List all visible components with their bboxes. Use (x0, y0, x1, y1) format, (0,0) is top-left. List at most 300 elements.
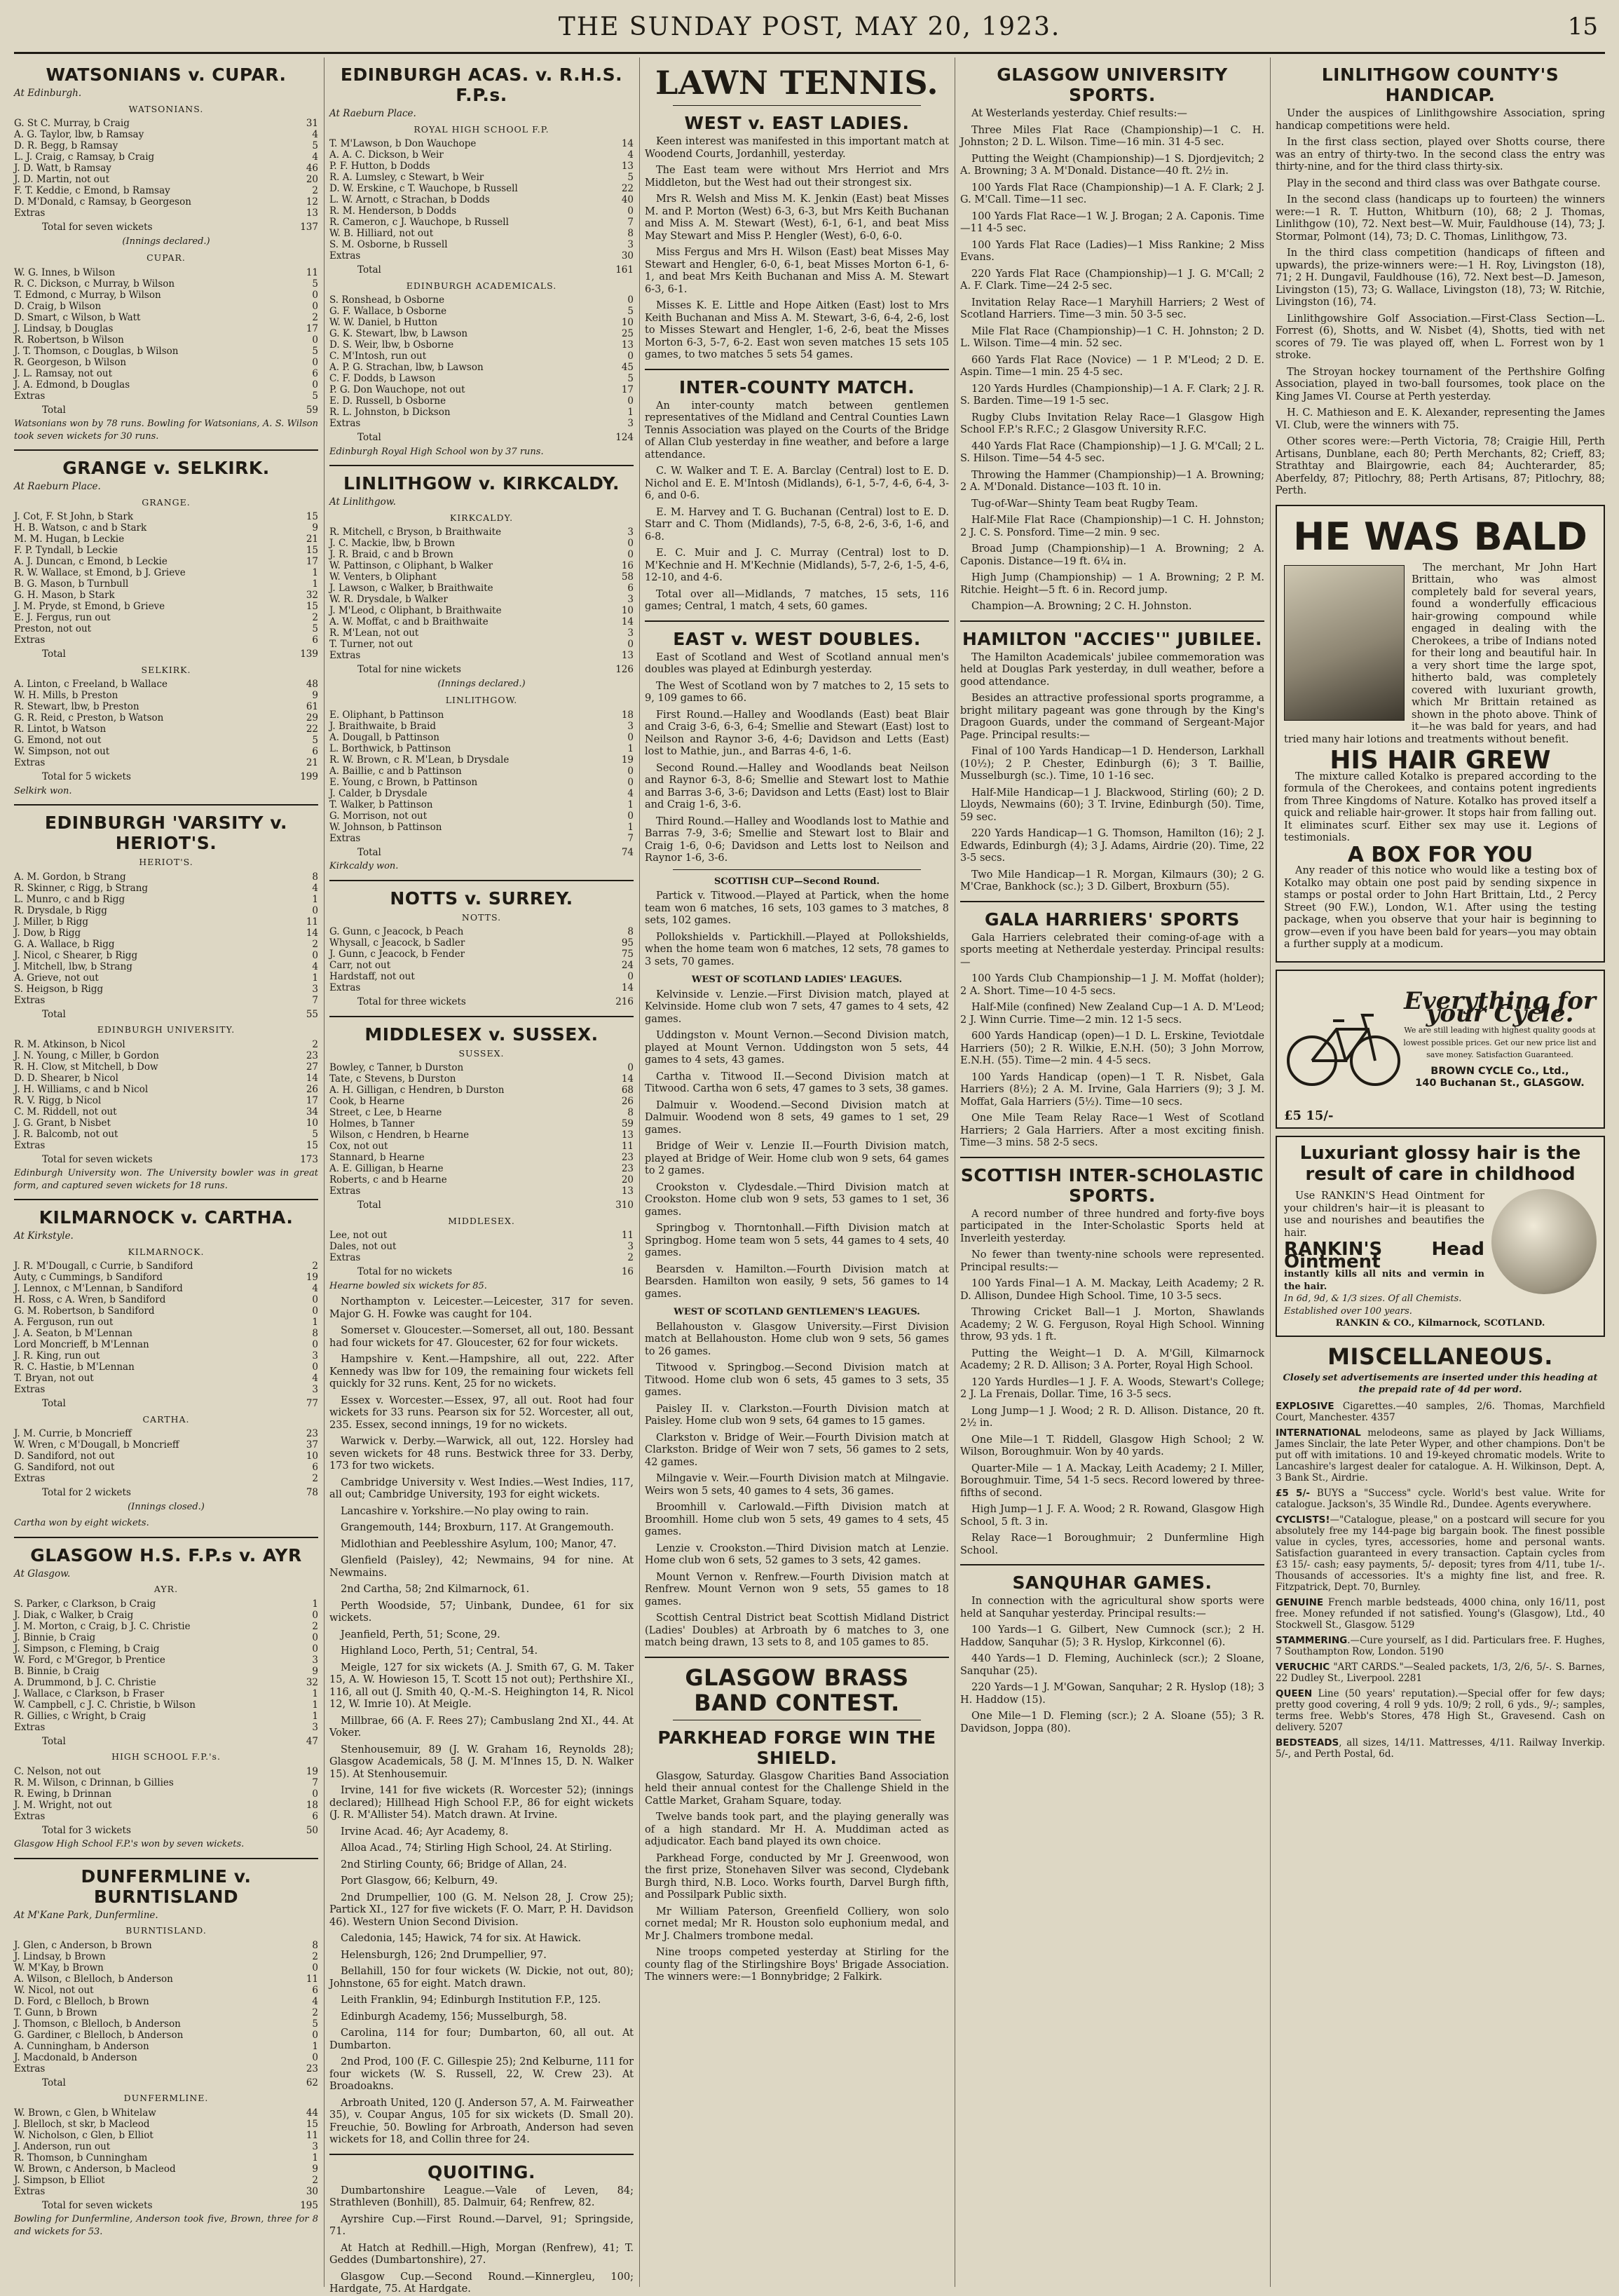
score-line (14, 556, 318, 567)
runs: 0 (627, 538, 634, 549)
score-line (14, 1084, 318, 1095)
results-body (645, 890, 949, 968)
runs: 5 (312, 278, 318, 290)
batsman: J. M. Wright, not out (14, 1799, 112, 1811)
runs: 26 (621, 1096, 634, 1107)
batsman: Extras (329, 418, 361, 429)
batsman: C. Nelson, not out (14, 1765, 101, 1777)
runs: 58 (621, 571, 634, 583)
batsman: J. Anderson, run out (14, 2140, 111, 2152)
runs: 4 (627, 787, 634, 799)
batsman: G. H. Mason, b Stark (14, 590, 115, 601)
divider (645, 1657, 949, 1658)
score-line (14, 267, 318, 278)
bicycle-icon (1284, 994, 1403, 1092)
batsman: Extras (14, 1810, 46, 1822)
batsman: P. G. Don Wauchope, not out (329, 384, 465, 395)
ad-body: Use RANKIN'S Head Ointment for your children's hair—it is pleasant to use and nourishes and beautifies the hair. (1284, 1190, 1484, 1239)
article-gala-harriers (960, 909, 1264, 1150)
match-title: KILMARNOCK v. CARTHA. (39, 1207, 294, 1228)
score-line (329, 1107, 634, 1118)
runs: 1 (627, 799, 634, 810)
batsman: Whysall, c Jeacock, b Sadler (329, 937, 465, 949)
score-line (329, 743, 634, 754)
masthead-title: THE SUNDAY POST, MAY 20, 1923. (558, 13, 1061, 41)
score-line (14, 972, 318, 984)
score-line (14, 894, 318, 905)
score-line (329, 788, 634, 799)
score-line (329, 949, 634, 960)
runs: 6 (312, 1462, 318, 1473)
score-total: Total for seven wickets 137 (42, 222, 318, 233)
batsman: L. J. Craig, c Ramsay, b Craig (14, 151, 155, 163)
paragraph: 220 Yards Flat Race (Championship)—1 J. G. M'Call; 2 A. F. Clark. Time—24 2-5 sec. (960, 268, 1264, 292)
match-title: GRANGE v. SELKIRK. (62, 458, 270, 478)
score-line (329, 294, 634, 306)
team-heading: GRANGE. (142, 496, 191, 508)
paragraph: Glasgow Cup.—Second Round.—Kinnergleu, 100; Hardgate, 75. At Hardgate. (329, 2271, 634, 2295)
score-line (14, 174, 318, 185)
batsman: R. M. Wilson, c Drinnan, b Gillies (14, 1777, 174, 1788)
divider (645, 369, 949, 370)
column-1 (14, 57, 318, 2287)
batsman: R. Drysdale, b Rigg (14, 904, 107, 916)
paragraph: Cartha v. Titwood II.—Second Division match at Titwood. Cartha won 6 sets, 47 games to 3 sets, 38 games. (645, 1071, 949, 1094)
score-line (14, 1974, 318, 1985)
match-edinacas-rhs (329, 64, 634, 458)
article-body (645, 136, 949, 362)
runs: 40 (621, 194, 634, 205)
batsman: W. G. Innes, b Wilson (14, 266, 116, 278)
paragraph: Tug-of-War—Shinty Team beat Rugby Team. (971, 498, 1198, 510)
team-heading: MIDDLESEX. (448, 1215, 515, 1226)
article-title: GLASGOW UNIVERSITY SPORTS. (997, 64, 1228, 105)
score-line (329, 1062, 634, 1073)
batsman: Auty, c Cummings, b Sandiford (14, 1272, 163, 1283)
score-line (14, 1800, 318, 1811)
classified-lead: EXPLOSIVE (1276, 1400, 1334, 1412)
ad-price: £5 15/- (1284, 1108, 1334, 1123)
score-line (14, 1666, 318, 1677)
score-line (329, 395, 634, 407)
paragraph: Dalmuir v. Woodend.—Second Division match at Dalmuir. Woodend won 8 sets, 49 games to 1 set, 29 games. (645, 1099, 949, 1136)
batsman: Tate, c Stevens, b Durston (329, 1073, 456, 1085)
divider (960, 1157, 1264, 1158)
runs: 37 (306, 1439, 318, 1451)
paragraph: Dumbartonshire League.—Vale of Leven, 84; Strathleven (Bonhill), 85. Dalmuir, 64; Renfrew, 82. (329, 2185, 634, 2208)
score-lines (14, 871, 318, 1006)
match-title: EDINBURGH ACAS. v. R.H.S. F.P.s. (340, 64, 623, 105)
runs: 1 (312, 1699, 318, 1711)
runs: 5 (312, 390, 318, 402)
score-line (14, 1373, 318, 1384)
score-line (14, 185, 318, 196)
batsman: Extras (329, 832, 361, 844)
paragraph: At Hatch at Redhill.—High, Morgan (Renfrew), 41; T. Geddes (Dumbartonshire), 27. (329, 2242, 634, 2266)
score-line (14, 1643, 318, 1655)
score-line (329, 583, 634, 594)
runs: 0 (627, 810, 634, 822)
paragraph: Quarter-Mile — 1 A. Mackay, Leith Academy; 2 I. Miller, Boroughmuir. Time, 54 1-5 secs. Record lowered by three-fifths of second. (960, 1462, 1264, 1499)
paragraph: Carolina, 114 for four; Dumbarton, 60, all out. At Dumbarton. (329, 2027, 634, 2051)
paragraph: Mount Vernon v. Renfrew.—Fourth Division match at Renfrew. Mount Vernon won 9 sets, 55 games to 18 games. (645, 1571, 949, 1608)
batsman: J. Lindsay, b Douglas (14, 322, 114, 334)
batsman: R. Gillies, c Wright, b Craig (14, 1710, 146, 1722)
runs: 13 (621, 1186, 634, 1197)
runs: 0 (627, 205, 634, 217)
innings-note: (Innings declared.) (437, 678, 526, 689)
score-line (329, 766, 634, 777)
paragraph: Bridge of Weir v. Lenzie II.—Fourth Division match, played at Bridge of Weir. Home club won 9 sets, 64 games to 2 games. (645, 1141, 949, 1176)
runs: 12 (306, 196, 318, 208)
score-line (329, 754, 634, 766)
runs: 5 (312, 2018, 318, 2030)
paragraph: Second Round.—Halley and Woodlands beat Neilson and Raynor 6-3, 8-6; Smellie and Stewart lost to Mathie and Barras 3-6, 3-6; Davidson and Letts (East) lost to Blair and Craig 1-6, 3-6. (645, 762, 949, 810)
score-lines (329, 1062, 634, 1197)
score-line (14, 1951, 318, 1962)
batsman: A. M. Gordon, b Strang (14, 871, 126, 883)
score-line (14, 1339, 318, 1350)
score-line (14, 1272, 318, 1283)
batsman: Extras (329, 650, 361, 661)
paragraph: Millbrae, 66 (A. F. Rees 27); Cambuslang 2nd XI., 44. At Voker. (329, 1715, 634, 1739)
score-line (329, 239, 634, 250)
runs: 3 (627, 418, 634, 429)
score-lines (14, 511, 318, 646)
runs: 2 (312, 938, 318, 950)
runs: 4 (312, 1373, 318, 1384)
batsman: J. D. Watt, b Ramsay (14, 163, 111, 174)
batsman: P. F. Hutton, b Dodds (329, 161, 430, 172)
runs: 5 (627, 306, 634, 317)
match-result: Watsonians won by 78 runs. Bowling for Watsonians, A. S. Wilson took seven wickets for 30 runs. (14, 419, 318, 442)
score-line (14, 140, 318, 151)
runs: 1 (312, 578, 318, 590)
runs: 10 (621, 317, 634, 328)
score-line (14, 357, 318, 368)
paragraph: One Mile Team Relay Race—1 West of Scotland Harriers; 2 Gala Harriers. After a most exciting finish. Time—3 mins. 58 2-5 secs. (960, 1113, 1264, 1148)
runs: 30 (306, 2185, 318, 2197)
runs: 0 (627, 549, 634, 560)
batsman: J. R. M'Dougall, c Currie, b Sandiford (14, 1261, 193, 1272)
paragraph: Relay Race—1 Boroughmuir; 2 Dunfermline High School. (960, 1533, 1264, 1556)
batsman: G. R. Reid, c Preston, b Watson (14, 712, 164, 724)
runs: 11 (306, 916, 318, 928)
results-body (645, 1322, 949, 1650)
runs: 8 (627, 926, 634, 937)
score-line (14, 690, 318, 701)
score-line (14, 312, 318, 323)
score-lines (14, 118, 318, 219)
runs: 1 (312, 2040, 318, 2052)
paragraph: Two Mile Handicap—1 R. Morgan, Kilmaurs (30); 2 G. M'Crae, Bankhock (sc.); 3 D. Gilbert, Broxburn (55). (960, 869, 1264, 892)
batsman: R. A. Lumsley, c Stewart, b Weir (329, 172, 484, 183)
paragraph: C. W. Walker and T. E. A. Barclay (Central) lost to E. D. Nichol and E. E. M'Intosh (Midlands), 6-1, 5-7, 4-6, 6-4, 3-6, and 0-6. (645, 466, 949, 501)
runs: 0 (312, 904, 318, 916)
batsman: Extras (14, 1721, 46, 1733)
article-glasgow-university-sports (960, 64, 1264, 613)
paragraph: The East team were without Mrs Herriot and Mrs Middleton, but the West had out their strongest six. (645, 165, 949, 189)
runs: 2 (312, 1620, 318, 1632)
team-heading: CARTHA. (142, 1413, 190, 1425)
batsman: D. Craig, b Wilson (14, 300, 102, 312)
batsman: W. Ford, c M'Gregor, b Prentice (14, 1654, 165, 1666)
runs: 3 (627, 1241, 634, 1252)
paragraph: Irvine Acad. 46; Ayr Academy, 8. (341, 1826, 509, 1838)
classified-item (1276, 1401, 1605, 1423)
runs: 9 (312, 522, 318, 534)
batsman: W. R. Drysdale, b Walker (329, 594, 448, 605)
batsman: E. D. Russell, b Osborne (329, 395, 446, 407)
classified-text: —"Catalogue, please," on a postcard will secure for you absolutely free my 144-page big bargain book. The finest possible value in cycles, tyres, accessories, home and personal wants. Satisfaction guaranteed in every transaction. Captain cycles from £3 15/- cash; easy payments, 5/- deposit; tyres from 4/11, tube 1/-. Thousands of accessories. It's a mighty fine list, and free. R. Fitzpatrick, Dept. 70, Burnley. (1276, 1514, 1605, 1593)
article-title: HAMILTON "ACCIES'" JUBILEE. (962, 628, 1263, 649)
score-line (329, 709, 634, 721)
ointment-tin-image (1491, 1189, 1597, 1294)
score-line (14, 1462, 318, 1473)
column-2 (329, 57, 634, 2295)
runs: 10 (621, 605, 634, 616)
classified-item (1276, 1688, 1605, 1733)
score-line (14, 2163, 318, 2175)
kotalko-advert (1276, 505, 1605, 963)
score-lines (329, 527, 634, 661)
batsman: R. C. Dickson, c Murray, b Wilson (14, 278, 175, 290)
batsman: B. Binnie, b Craig (14, 1665, 100, 1677)
score-line (329, 1174, 634, 1186)
batsman: W. H. Mills, b Preston (14, 690, 118, 701)
batsman: Extras (329, 1252, 361, 1263)
runs: 32 (306, 590, 318, 601)
runs: 3 (312, 1350, 318, 1361)
runs: 23 (306, 2063, 318, 2074)
match-venue: At Linlithgow. (329, 496, 396, 508)
runs: 7 (627, 217, 634, 228)
score-line (329, 351, 634, 362)
team-heading: HERIOT'S. (139, 857, 193, 867)
runs: 11 (621, 1230, 634, 1241)
match-title: DUNFERMLINE v. BURNTISLAND (81, 1866, 252, 1907)
runs: 0 (627, 971, 634, 982)
batsman: Roberts, c and b Hearne (329, 1174, 447, 1186)
score-line (14, 1811, 318, 1822)
score-line (329, 172, 634, 183)
score-line (14, 1283, 318, 1294)
batsman: C. M. Riddell, not out (14, 1106, 117, 1118)
paragraph: 2nd Drumpellier, 100 (G. M. Nelson 28, J. Crow 25); Partick XI., 127 for five wickets (F. O. Marr, P. H. Davidson 46). Western Union Second Division. (329, 1891, 634, 1928)
batsman: A. Baillie, c and b Pattinson (329, 765, 462, 777)
batsman: A. Drummond, b J. C. Christie (14, 1676, 156, 1688)
score-line (329, 971, 634, 982)
batsman: J. Miller, b Rigg (14, 916, 88, 928)
divider (14, 804, 318, 806)
runs: 5 (627, 373, 634, 384)
runs: 95 (621, 937, 634, 949)
runs: 21 (306, 534, 318, 545)
batsman: A. Ferguson, run out (14, 1317, 114, 1328)
classified-item (1276, 1597, 1605, 1631)
divider (14, 449, 318, 451)
runs: 13 (621, 650, 634, 661)
batsman: J. R. Balcomb, not out (14, 1128, 118, 1140)
runs: 3 (627, 594, 634, 605)
score-line (14, 1140, 318, 1151)
paragraph: Clarkston v. Bridge of Weir.—Fourth Division match at Clarkston. Bridge of Weir won 7 sets, 56 games to 2 sets, 42 games. (645, 1432, 949, 1468)
runs: 0 (312, 1631, 318, 1643)
batsman: W. Brown, c Glen, b Whitelaw (14, 2107, 156, 2119)
section-title: QUOITING. (428, 2161, 535, 2182)
score-total: Total 161 (357, 264, 634, 276)
runs: 46 (306, 163, 318, 174)
score-line (14, 278, 318, 290)
batsman: R. H. Clow, st Mitchell, b Dow (14, 1061, 158, 1073)
score-line (14, 1610, 318, 1621)
score-line (329, 217, 634, 228)
match-watsonians-cupar (14, 64, 318, 442)
runs: 2 (312, 1261, 318, 1272)
score-line (14, 1688, 318, 1699)
score-line (14, 1962, 318, 1974)
paragraph: Final of 100 Yards Handicap—1 D. Henderson, Larkhall (10½); 2 P. Chester, Edinburgh (6); 3 T. Baillie, Musselburgh (sc.). Time, 10 1-16 sec. (960, 746, 1264, 782)
score-line (329, 1096, 634, 1107)
team-heading: SUSSEX. (458, 1047, 505, 1059)
runs: 20 (306, 174, 318, 185)
batsman: R. M'Lean, not out (329, 627, 419, 639)
runs: 75 (621, 949, 634, 960)
batsman: R. Ewing, b Drinnan (14, 1788, 112, 1800)
runs: 25 (621, 328, 634, 339)
article-title: GALA HARRIERS' SPORTS (985, 909, 1240, 930)
runs: 4 (312, 129, 318, 140)
classified-item (1276, 1635, 1605, 1657)
runs: 13 (621, 339, 634, 351)
masthead (14, 13, 1605, 54)
batsman: R. Georgeson, b Wilson (14, 356, 127, 368)
score-line (14, 1985, 318, 1996)
paragraph: 660 Yards Flat Race (Novice) — 1 P. M'Leod; 2 D. E. Aspin. Time—1 min. 25 4-5 sec. (960, 354, 1264, 378)
paragraph: Misses K. E. Little and Hope Aitken (East) lost to Mrs Keith Buchanan and Miss A. M. Stewart, 3-6, 6-4, 2-6, lost to Misses Stewart and Hengler, 1-6, 2-6, beat the Misses Morton 6-3, 5-7, 6-2. East won seven matches 15 sets 105 games, to two matches 5 sets 54 games. (645, 300, 949, 360)
score-line (14, 984, 318, 995)
results-body (645, 989, 949, 1301)
ad-body: Any reader of this notice who would like a testing box of Kotalko may obtain one post paid by sending sixpence in stamps or postal order to John Hart Brittain, Ltd., 2 Percy Street (90 F.W.), London, W.1. After using the testing package, when you observe that your hair is beginning to grow—even if you have been bald for years—you may obtain a further supply at a modicum. (1284, 865, 1597, 950)
classified-item (1276, 1514, 1605, 1593)
score-line (14, 2030, 318, 2041)
section-subtitle: Closely set advertisements are inserted under this heading at the prepaid rate of 4d per word. (1283, 1372, 1598, 1395)
team-heading: HIGH SCHOOL F.P.'s. (111, 1751, 221, 1762)
paragraph: Hampshire v. Kent.—Hampshire, all out, 222. After Kennedy was lbw for 109, the remaining four wickets fell quickly for 32 runs. Kent, 25 for no wickets. (329, 1354, 634, 1390)
team-heading: KIRKCALDY. (449, 512, 514, 523)
score-line (14, 301, 318, 312)
runs: 0 (312, 356, 318, 368)
score-line (329, 362, 634, 373)
match-glasgowhs-ayr (14, 1545, 318, 1851)
paragraph: Jeanfield, Perth, 51; Scone, 29. (341, 1629, 500, 1641)
article-body (645, 1771, 949, 1984)
score-line (14, 578, 318, 590)
score-line (14, 905, 318, 916)
match-result: Edinburgh University won. The University bowler was in great form, and captured seven wickets for 18 runs. (14, 1168, 318, 1191)
runs: 13 (306, 208, 318, 219)
runs: 3 (627, 627, 634, 639)
paragraph: Partick v. Titwood.—Played at Partick, when the home team won 6 matches, 16 sets, 103 games to 3 matches, 8 sets, 102 games. (645, 890, 949, 926)
paragraph: Perth Woodside, 57; Uinbank, Dundee, 61 for six wickets. (329, 1600, 634, 1624)
runs: 6 (627, 583, 634, 594)
batsman: A. Cunningham, b Anderson (14, 2040, 149, 2052)
score-line (14, 1451, 318, 1462)
batsman: Street, c Lee, b Hearne (329, 1107, 442, 1118)
team-heading: NOTTS. (461, 911, 502, 923)
runs: 7 (312, 994, 318, 1006)
runs: 9 (312, 1665, 318, 1677)
score-line (14, 961, 318, 972)
runs: 48 (306, 679, 318, 690)
match-venue: At Edinburgh. (14, 88, 82, 99)
score-lines (14, 679, 318, 768)
paragraph: Other scores were:—Perth Victoria, 78; Craigie Hill, Perth Artisans, Dunblane, each 80; Perth Merchants, 82; Crieff, 83; Strathtay and Blairgowrie, each 84; Auchterarder, 85; Aberfeldy, 87; Pitlochry, 88; Perth Artisans, 87; Pitlochry, 88; Perth. (1276, 436, 1605, 496)
runs: 21 (306, 757, 318, 768)
team-heading: SELKIRK. (141, 664, 191, 675)
score-line (14, 1766, 318, 1777)
score-line (14, 151, 318, 163)
score-line (14, 746, 318, 757)
batsman: J. H. Williams, c and b Nicol (14, 1083, 149, 1095)
runs: 3 (627, 527, 634, 538)
match-middlesex-sussex (329, 1024, 634, 1293)
batsman: T. M'Lawson, b Don Wauchope (329, 138, 477, 149)
article-east-west-doubles (645, 629, 949, 865)
paragraph: Half-Mile (confined) New Zealand Cup—1 A. D. M'Leod; 2 J. Winn Currie. Time—2 min. 12 1-5 secs. (960, 1002, 1264, 1026)
batsman: R. Mitchell, c Bryson, b Braithwaite (329, 527, 502, 538)
paragraph: 100 Yards—1 G. Gilbert, New Cumnock (scr.); 2 H. Haddow, Sanquhar (5); 3 R. Hyslop, Kirkconnel (6). (960, 1624, 1264, 1648)
batsman: D. Smart, c Wilson, b Watt (14, 311, 141, 323)
paragraph: Throwing Cricket Ball—1 J. Morton, Shawlands Academy; 2 W. G. Ferguson, Royal High School. Winning throw, 93 yds. 1 ft. (960, 1307, 1264, 1343)
runs: 2 (312, 1473, 318, 1484)
paragraph: Broomhill v. Carlowald.—Fifth Division match at Broomhill. Home club won 5 sets, 49 games to 4 sets, 45 games. (645, 1502, 949, 1537)
classified-text: , all sizes, 14/11. Mattresses, 4/11. Railway Inverkip. 5/-, and Perth Postal, 6d. (1276, 1737, 1605, 1760)
paragraph: Somerset v. Gloucester.—Somerset, all out, 180. Bessant had four wickets for 47. Gloucester, 62 for four wickets. (329, 1325, 634, 1349)
paragraph: Putting the Weight (Championship)—1 S. Djordjevitch; 2 A. Browning; 3 A. M'Donald. Distance—40 ft. 2½ in. (960, 153, 1264, 177)
score-lines (14, 2107, 318, 2197)
paragraph: Long Jump—1 J. Wood; 2 R. D. Allison. Distance, 20 ft. 2½ in. (960, 1405, 1264, 1429)
batsman: Extras (329, 1186, 361, 1197)
score-line (14, 590, 318, 601)
runs: 18 (621, 709, 634, 721)
runs: 1 (312, 1687, 318, 1699)
paragraph: Lancashire v. Yorkshire.—No play owing to rain. (341, 1505, 589, 1517)
batsman: T. Gunn, b Brown (14, 2006, 97, 2018)
runs: 11 (306, 1973, 318, 1985)
paragraph: Nine troops competed yesterday at Stirling for the county flag of the Stirlingshire Boys' Brigade Association. The winners were:—1 Bonnybridge; 2 Falkirk. (645, 1947, 949, 1983)
batsman: R. L. Johnston, b Dickson (329, 407, 451, 418)
batsman: J. Wallace, c Clarkson, b Fraser (14, 1687, 165, 1699)
score-line (329, 799, 634, 810)
batsman: A. J. Duncan, c Emond, b Leckie (14, 556, 168, 567)
ad-price: In 6d, 9d, & 1/3 sizes. Of all Chemists. (1284, 1293, 1462, 1304)
paragraph: A record number of three hundred and forty-five boys participated in the Inter-Scholastic Sports held at Inverleith yesterday. (960, 1208, 1264, 1244)
batsman: W. M'Kay, b Brown (14, 1962, 104, 1974)
batsman: R. M. Henderson, b Dodds (329, 205, 457, 217)
batsman: Holmes, b Tanner (329, 1118, 415, 1129)
runs: 20 (621, 1174, 634, 1186)
score-line (14, 623, 318, 634)
runs: 1 (312, 567, 318, 578)
score-line (14, 1621, 318, 1632)
score-total: Total for nine wickets 126 (357, 664, 634, 675)
score-line (329, 605, 634, 616)
paragraph: Ayrshire Cup.—First Round.—Darvel, 91; Springside, 71. (329, 2213, 634, 2237)
batsman: Bowley, c Tanner, b Durston (329, 1062, 464, 1073)
batsman: Extras (14, 994, 46, 1006)
team-heading: KILMARNOCK. (128, 1246, 205, 1257)
